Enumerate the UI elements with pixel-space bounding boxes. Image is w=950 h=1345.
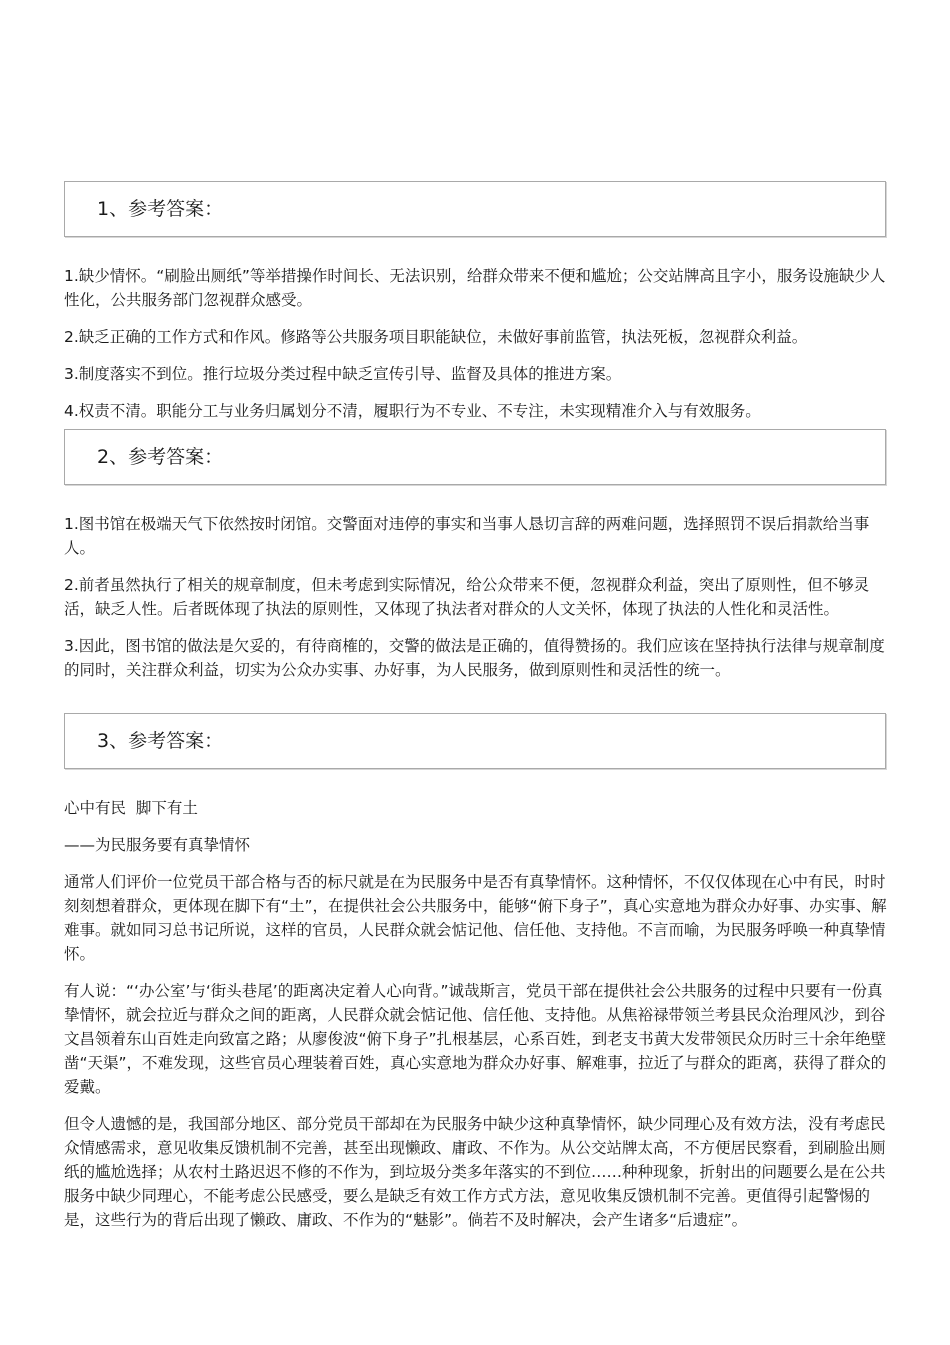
section-1-header-text: 1、参考答案： — [97, 198, 224, 220]
section-3-paragraph-3: 但令人遗憾的是，我国部分地区、部分党员干部却在为民服务中缺少这种真挚情怀，缺少同理心及有效方法，没有考虑民众情感需求，意见收集反馈机制不完善，甚至出现懒政、庸政、不作为。从公交站牌太高，不方便居民察看，到刷脸出厕纸的尴尬选择；从农村土路迟迟不修的不作为，到垃圾分类多年落实的不到位……种种现象，折射出的问题要么是在公共服务中缺少同理心，不能考虑公民感受，要么是缺乏有效工作方式方法，意见收集反馈机制不完善。更值得引起警惕的是，这些行为的背后出现了懒政、庸政、不作为的“魅影”。倘若不及时解决，会产生诸多“后遗症”。 — [64, 1115, 886, 1229]
section-3-body — [64, 796, 890, 1245]
section-2-body — [64, 512, 890, 695]
section-2-header — [64, 429, 886, 485]
section-1-paragraph-1: 1.缺少情怀。“刷脸出厕纸”等举措操作时间长、无法识别，给群众带来不便和尴尬；公交站牌高且字小，服务设施缺少人性化，公共服务部门忽视群众感受。 — [64, 267, 886, 309]
section-3-paragraph-1: 通常人们评价一位党员干部合格与否的标尺就是在为民服务中是否有真挚情怀。这种情怀，不仅仅体现在心中有民，时时刻刻想着群众，更体现在脚下有“土”，在提供社会公共服务中，能够“俯下身子”，真心实意地为群众办好事、办实事、解难事。就如同习总书记所说，这样的官员，人民群众就会惦记他、信任他、支持他。不言而喻，为民服务呼唤一种真挚情怀。 — [64, 873, 887, 963]
section-2-paragraph-1: 1.图书馆在极端天气下依然按时闭馆。交警面对违停的事实和当事人恳切言辞的两难问题，选择照罚不误后捐款给当事人。 — [64, 515, 870, 557]
section-2-paragraph-2: 2.前者虽然执行了相关的规章制度，但未考虑到实际情况，给公众带来不便，忽视群众利益，突出了原则性，但不够灵活，缺乏人性。后者既体现了执法的原则性，又体现了执法者对群众的人文关怀，体现了执法的人性化和灵活性。 — [64, 576, 870, 618]
section-1-paragraph-4: 4.权责不清。职能分工与业务归属划分不清，履职行为不专业、不专注，未实现精准介入与有效服务。 — [64, 402, 761, 420]
essay-title: 心中有民 脚下有土 — [64, 799, 198, 817]
section-3-header — [64, 713, 886, 769]
section-1-paragraph-2: 2.缺乏正确的工作方式和作风。修路等公共服务项目职能缺位，未做好事前监管，执法死板，忽视群众利益。 — [64, 328, 808, 346]
section-2-header-text: 2、参考答案： — [97, 446, 224, 468]
section-3-header-text: 3、参考答案： — [97, 730, 224, 752]
section-1-header — [64, 181, 886, 237]
essay-subtitle: ——为民服务要有真挚情怀 — [64, 836, 251, 854]
section-1-paragraph-3: 3.制度落实不到位。推行垃圾分类过程中缺乏宣传引导、监督及具体的推进方案。 — [64, 365, 622, 383]
section-3-paragraph-2: 有人说：“‘办公室’与‘街头巷尾’的距离决定着人心向背。”诚哉斯言，党员干部在提供社会公共服务的过程中只要有一份真挚情怀，就会拉近与群众之间的距离，人民群众就会惦记他、信任他、支持他。从焦裕禄带领兰考县民众治理风沙，到谷文昌领着东山百姓走向致富之路；从廖俊波“俯下身子”扎根基层，心系百姓，到老支书黄大发带领民众历时三十余年绝壁凿“天渠”，不难发现，这些官员心理装着百姓，真心实意地为群众办好事、解难事，拉近了与群众的距离，获得了群众的爱戴。 — [64, 982, 887, 1096]
section-1-body — [64, 264, 890, 436]
section-2-paragraph-3: 3.因此，图书馆的做法是欠妥的，有待商榷的，交警的做法是正确的，值得赞扬的。我们应该在坚持执行法律与规章制度的同时，关注群众利益，切实为公众办实事、办好事，为人民服务，做到原则性和灵活性的统一。 — [64, 637, 885, 679]
